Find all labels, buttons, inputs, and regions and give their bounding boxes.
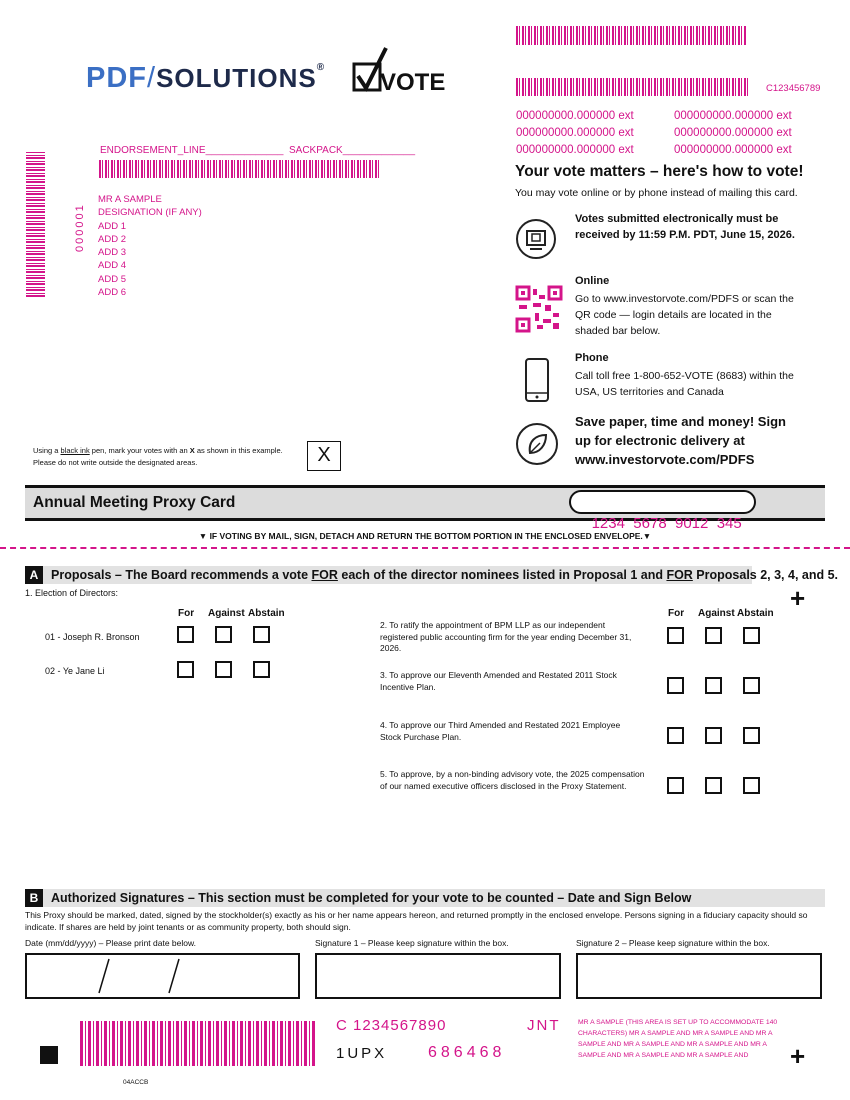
save-paper-text: Save paper, time and money! Sign up for electronic delivery at www.investorvote.com/PDFS bbox=[575, 414, 786, 467]
section-a-title: Proposals – The Board recommends a vote FOR each of the director nominees listed in Proposal 1 and FOR Proposals 2, 3, 4, and 5. bbox=[51, 568, 839, 582]
proposal-2-for-checkbox[interactable] bbox=[667, 627, 684, 644]
vote-logo bbox=[352, 44, 446, 96]
pdf-solutions-logo: PDF/SOLUTIONS® bbox=[86, 62, 326, 94]
top-barcode bbox=[516, 26, 746, 45]
section-b-title: Authorized Signatures – This section must be completed for your vote to be counted – Date and Sign Below bbox=[51, 891, 692, 905]
control-barcode bbox=[516, 78, 749, 96]
date-label: Date (mm/dd/yyyy) – Please print date below. bbox=[25, 938, 197, 948]
nominee-1-abstain-checkbox[interactable] bbox=[253, 626, 270, 643]
footer-upx: 1UPX bbox=[336, 1045, 388, 1062]
leaf-icon bbox=[516, 423, 558, 465]
detach-instructions: ▼ IF VOTING BY MAIL, SIGN, DETACH AND RETURN THE BOTTOM PORTION IN THE ENCLOSED ENVELOPE.▼ bbox=[198, 531, 652, 541]
signature-1-label: Signature 1 – Please keep signature within the box. bbox=[315, 938, 509, 948]
proposal-3-against-checkbox[interactable] bbox=[705, 677, 722, 694]
header-against-left: Against bbox=[208, 608, 245, 619]
checkmark-icon bbox=[352, 44, 446, 96]
section-b-letter: B bbox=[25, 889, 43, 907]
header-against-right: Against bbox=[698, 608, 735, 619]
header-abstain-right: Abstain bbox=[737, 608, 774, 619]
header-for-left: For bbox=[178, 608, 195, 619]
footer-control: C 1234567890 bbox=[336, 1017, 447, 1034]
address-sequence: 000001 bbox=[74, 203, 86, 252]
section-b-body: This Proxy should be marked, dated, signed by the stockholder(s) exactly as his or her name appears hereon, and returned promptly in the enclosed envelope. Persons signing in a fiduciary capacity should so indicate. If shares are held by joint tenants or as community property, both should sign. bbox=[25, 910, 808, 932]
address-barcode bbox=[99, 160, 381, 178]
header-for-right: For bbox=[668, 608, 685, 619]
proposal-2-abstain-checkbox[interactable] bbox=[743, 627, 760, 644]
online-text: Go to www.investorvote.com/PDFS or scan the QR code — login details are located in the shaded bar below. bbox=[575, 293, 794, 337]
footer-number: 686468 bbox=[428, 1044, 506, 1061]
proposal-5-abstain-checkbox[interactable] bbox=[743, 777, 760, 794]
ink-instructions: Using a black ink pen, mark your votes with an X as shown in this example. Please do not write outside the designated areas. bbox=[33, 446, 283, 467]
proposal-5-against-checkbox[interactable] bbox=[705, 777, 722, 794]
footer-jnt: JNT bbox=[527, 1017, 561, 1034]
nominee-2-for-checkbox[interactable] bbox=[177, 661, 194, 678]
registration-square bbox=[40, 1046, 58, 1064]
proxy-card-title: Annual Meeting Proxy Card bbox=[33, 494, 236, 511]
example-mark-box: X bbox=[307, 441, 341, 471]
registration-plus-icon: + bbox=[790, 583, 806, 613]
svg-text:VOTE: VOTE bbox=[380, 69, 446, 96]
proposal-2-against-checkbox[interactable] bbox=[705, 627, 722, 644]
qr-code-icon bbox=[517, 287, 561, 331]
proposal-3-abstain-checkbox[interactable] bbox=[743, 677, 760, 694]
phone-icon bbox=[524, 357, 550, 403]
address-block: MR A SAMPLE DESIGNATION (IF ANY) ADD 1 ADD 2 ADD 3 ADD 4 ADD 5 ADD 6 bbox=[98, 194, 202, 299]
proposal-1-title: 1. Election of Directors: bbox=[25, 588, 119, 598]
footer-sample-text: MR A SAMPLE (THIS AREA IS SET UP TO ACCOMMODATE 140 CHARACTERS) MR A SAMPLE AND MR A SAMPLE AND MR A SAMPLE AND MR A SAMPLE AND MR A SAMPLE AND MR A SAMPLE AND MR A SAMPLE AND MR A SAMPLE AND bbox=[578, 1019, 778, 1059]
proposal-5-text: 5. To approve, by a non-binding advisory vote, the 2025 compensation of our named executive officers disclosed in the Proxy Statement. bbox=[380, 769, 645, 791]
proposal-3-for-checkbox[interactable] bbox=[667, 677, 684, 694]
signature-1-box[interactable] bbox=[315, 953, 561, 999]
ext-lines: 000000000.000000 ext 000000000.000000 ext 000000000.000000 ext 000000000.000000 ext 000000000.000000 ext 000000000.000000 ext bbox=[516, 110, 792, 156]
nominee-2-against-checkbox[interactable] bbox=[215, 661, 232, 678]
header-abstain-left: Abstain bbox=[248, 608, 285, 619]
proposal-4-for-checkbox[interactable] bbox=[667, 727, 684, 744]
proposal-4-abstain-checkbox[interactable] bbox=[743, 727, 760, 744]
monitor-icon bbox=[516, 219, 556, 259]
signature-2-label: Signature 2 – Please keep signature within the box. bbox=[576, 938, 770, 948]
proposal-5-for-checkbox[interactable] bbox=[667, 777, 684, 794]
detach-line bbox=[0, 547, 850, 549]
nominee-1: 01 - Joseph R. Bronson bbox=[45, 632, 140, 642]
deadline-text: Votes submitted electronically must be received by 11:59 P.M. PDT, June 15, 2026. bbox=[575, 213, 795, 241]
nominee-2-abstain-checkbox[interactable] bbox=[253, 661, 270, 678]
nominee-2: 02 - Ye Jane Li bbox=[45, 666, 105, 676]
vote-headline: Your vote matters – here's how to vote! bbox=[515, 163, 804, 180]
signature-2-box[interactable] bbox=[576, 953, 822, 999]
online-title: Online bbox=[575, 275, 610, 287]
footer-plus-icon: + bbox=[790, 1041, 806, 1071]
proposal-4-against-checkbox[interactable] bbox=[705, 727, 722, 744]
footer-barcode bbox=[80, 1021, 316, 1066]
footer-code: 04ACCB bbox=[123, 1079, 149, 1086]
section-a-letter: A bbox=[25, 566, 43, 584]
proposal-4-text: 4. To approve our Third Amended and Restated 2021 Employee Stock Purchase Plan. bbox=[380, 720, 621, 742]
control-number: C123456789 bbox=[766, 83, 821, 94]
endorsement-line: ENDORSEMENT_LINE______________ SACKPACK_____________ bbox=[100, 145, 416, 156]
phone-text: Call toll free 1-800-652-VOTE (8683) within the USA, US territories and Canada bbox=[575, 370, 794, 398]
nominee-1-against-checkbox[interactable] bbox=[215, 626, 232, 643]
nominee-1-for-checkbox[interactable] bbox=[177, 626, 194, 643]
proxy-code-pill: 1234 5678 9012 345 bbox=[569, 490, 756, 514]
date-slash-icon bbox=[27, 955, 298, 997]
side-barcode bbox=[26, 152, 45, 297]
date-input-box[interactable] bbox=[25, 953, 300, 999]
proposal-2-text: 2. To ratify the appointment of BPM LLP as our independent registered public accounting firm for the year ending December 31, 2026. bbox=[380, 620, 632, 653]
vote-subhead: You may vote online or by phone instead of mailing this card. bbox=[515, 187, 798, 199]
phone-title: Phone bbox=[575, 352, 609, 364]
proposal-3-text: 3. To approve our Eleventh Amended and Restated 2011 Stock Incentive Plan. bbox=[380, 670, 617, 692]
